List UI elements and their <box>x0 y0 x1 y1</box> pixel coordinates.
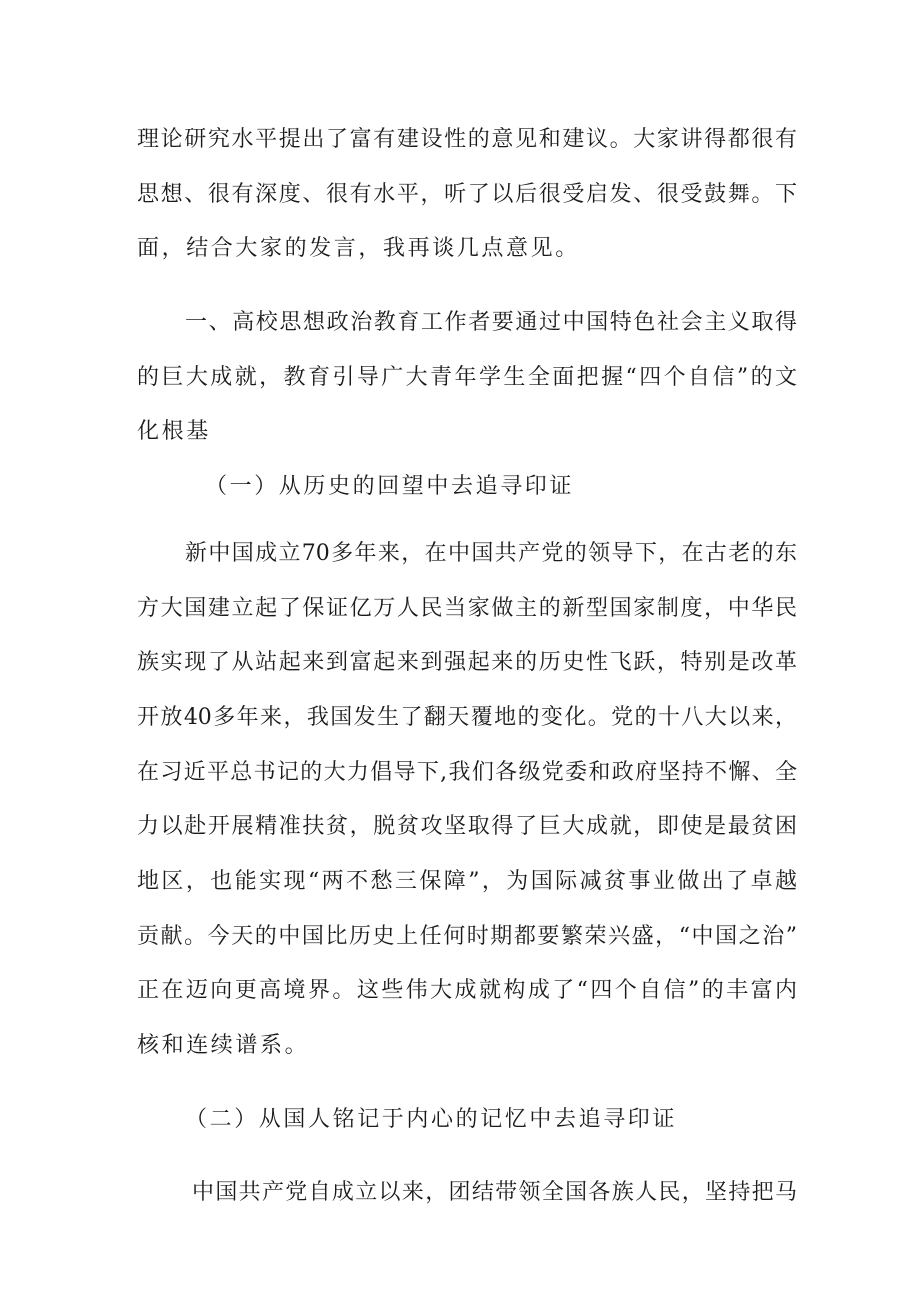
section-heading-line: 一、高校思想政治教育工作者要通过中国特色社会主义取得 <box>185 310 797 335</box>
paragraph-line: 思想、很有深度、很有水平，听了以后很受启发、很受鼓舞。下 <box>137 182 797 207</box>
subsection-heading: （一）从历史的回望中去追寻印证 <box>205 474 575 499</box>
paragraph-line: 贡献。今天的中国比历史上任何时期都要繁荣兴盛，“中国之治” <box>137 924 797 949</box>
subsection-heading: （二）从国人铭记于内心的记忆中去追寻印证 <box>185 1107 678 1132</box>
paragraph-line: 中国共产党自成立以来，团结带领全国各族人民，坚持把马 <box>192 1180 797 1205</box>
paragraph-line: 力以赴开展精准扶贫，脱贫攻坚取得了巨大成就，即使是最贫困 <box>137 814 797 839</box>
paragraph-line: 面，结合大家的发言，我再谈几点意见。 <box>137 236 580 261</box>
paragraph-line: 在习近平总书记的大力倡导下,我们各级党委和政府坚持不懈、全 <box>137 760 797 785</box>
paragraph-line: 方大国建立起了保证亿万人民当家做主的新型国家制度，中华民 <box>137 596 797 621</box>
paragraph-line: 正在迈向更高境界。这些伟大成就构成了“四个自信”的丰富内 <box>137 978 797 1003</box>
paragraph-line: 核和连续谱系。 <box>137 1033 310 1058</box>
paragraph-line: 新中国成立70多年来，在中国共产党的领导下，在古老的东 <box>185 541 797 566</box>
section-heading-line: 化根基 <box>137 419 211 444</box>
paragraph-line: 理论研究水平提出了富有建设性的意见和建议。大家讲得都很有 <box>137 127 797 152</box>
paragraph-line: 族实现了从站起来到富起来到强起来的历史性飞跃，特别是改革 <box>137 650 797 675</box>
paragraph-line: 开放40多年来，我国发生了翻天覆地的变化。党的十八大以来， <box>137 705 797 730</box>
section-heading-line: 的巨大成就，教育引导广大青年学生全面把握“四个自信”的文 <box>137 365 797 390</box>
paragraph-line: 地区，也能实现“两不愁三保障”，为国际减贫事业做出了卓越 <box>137 869 797 894</box>
